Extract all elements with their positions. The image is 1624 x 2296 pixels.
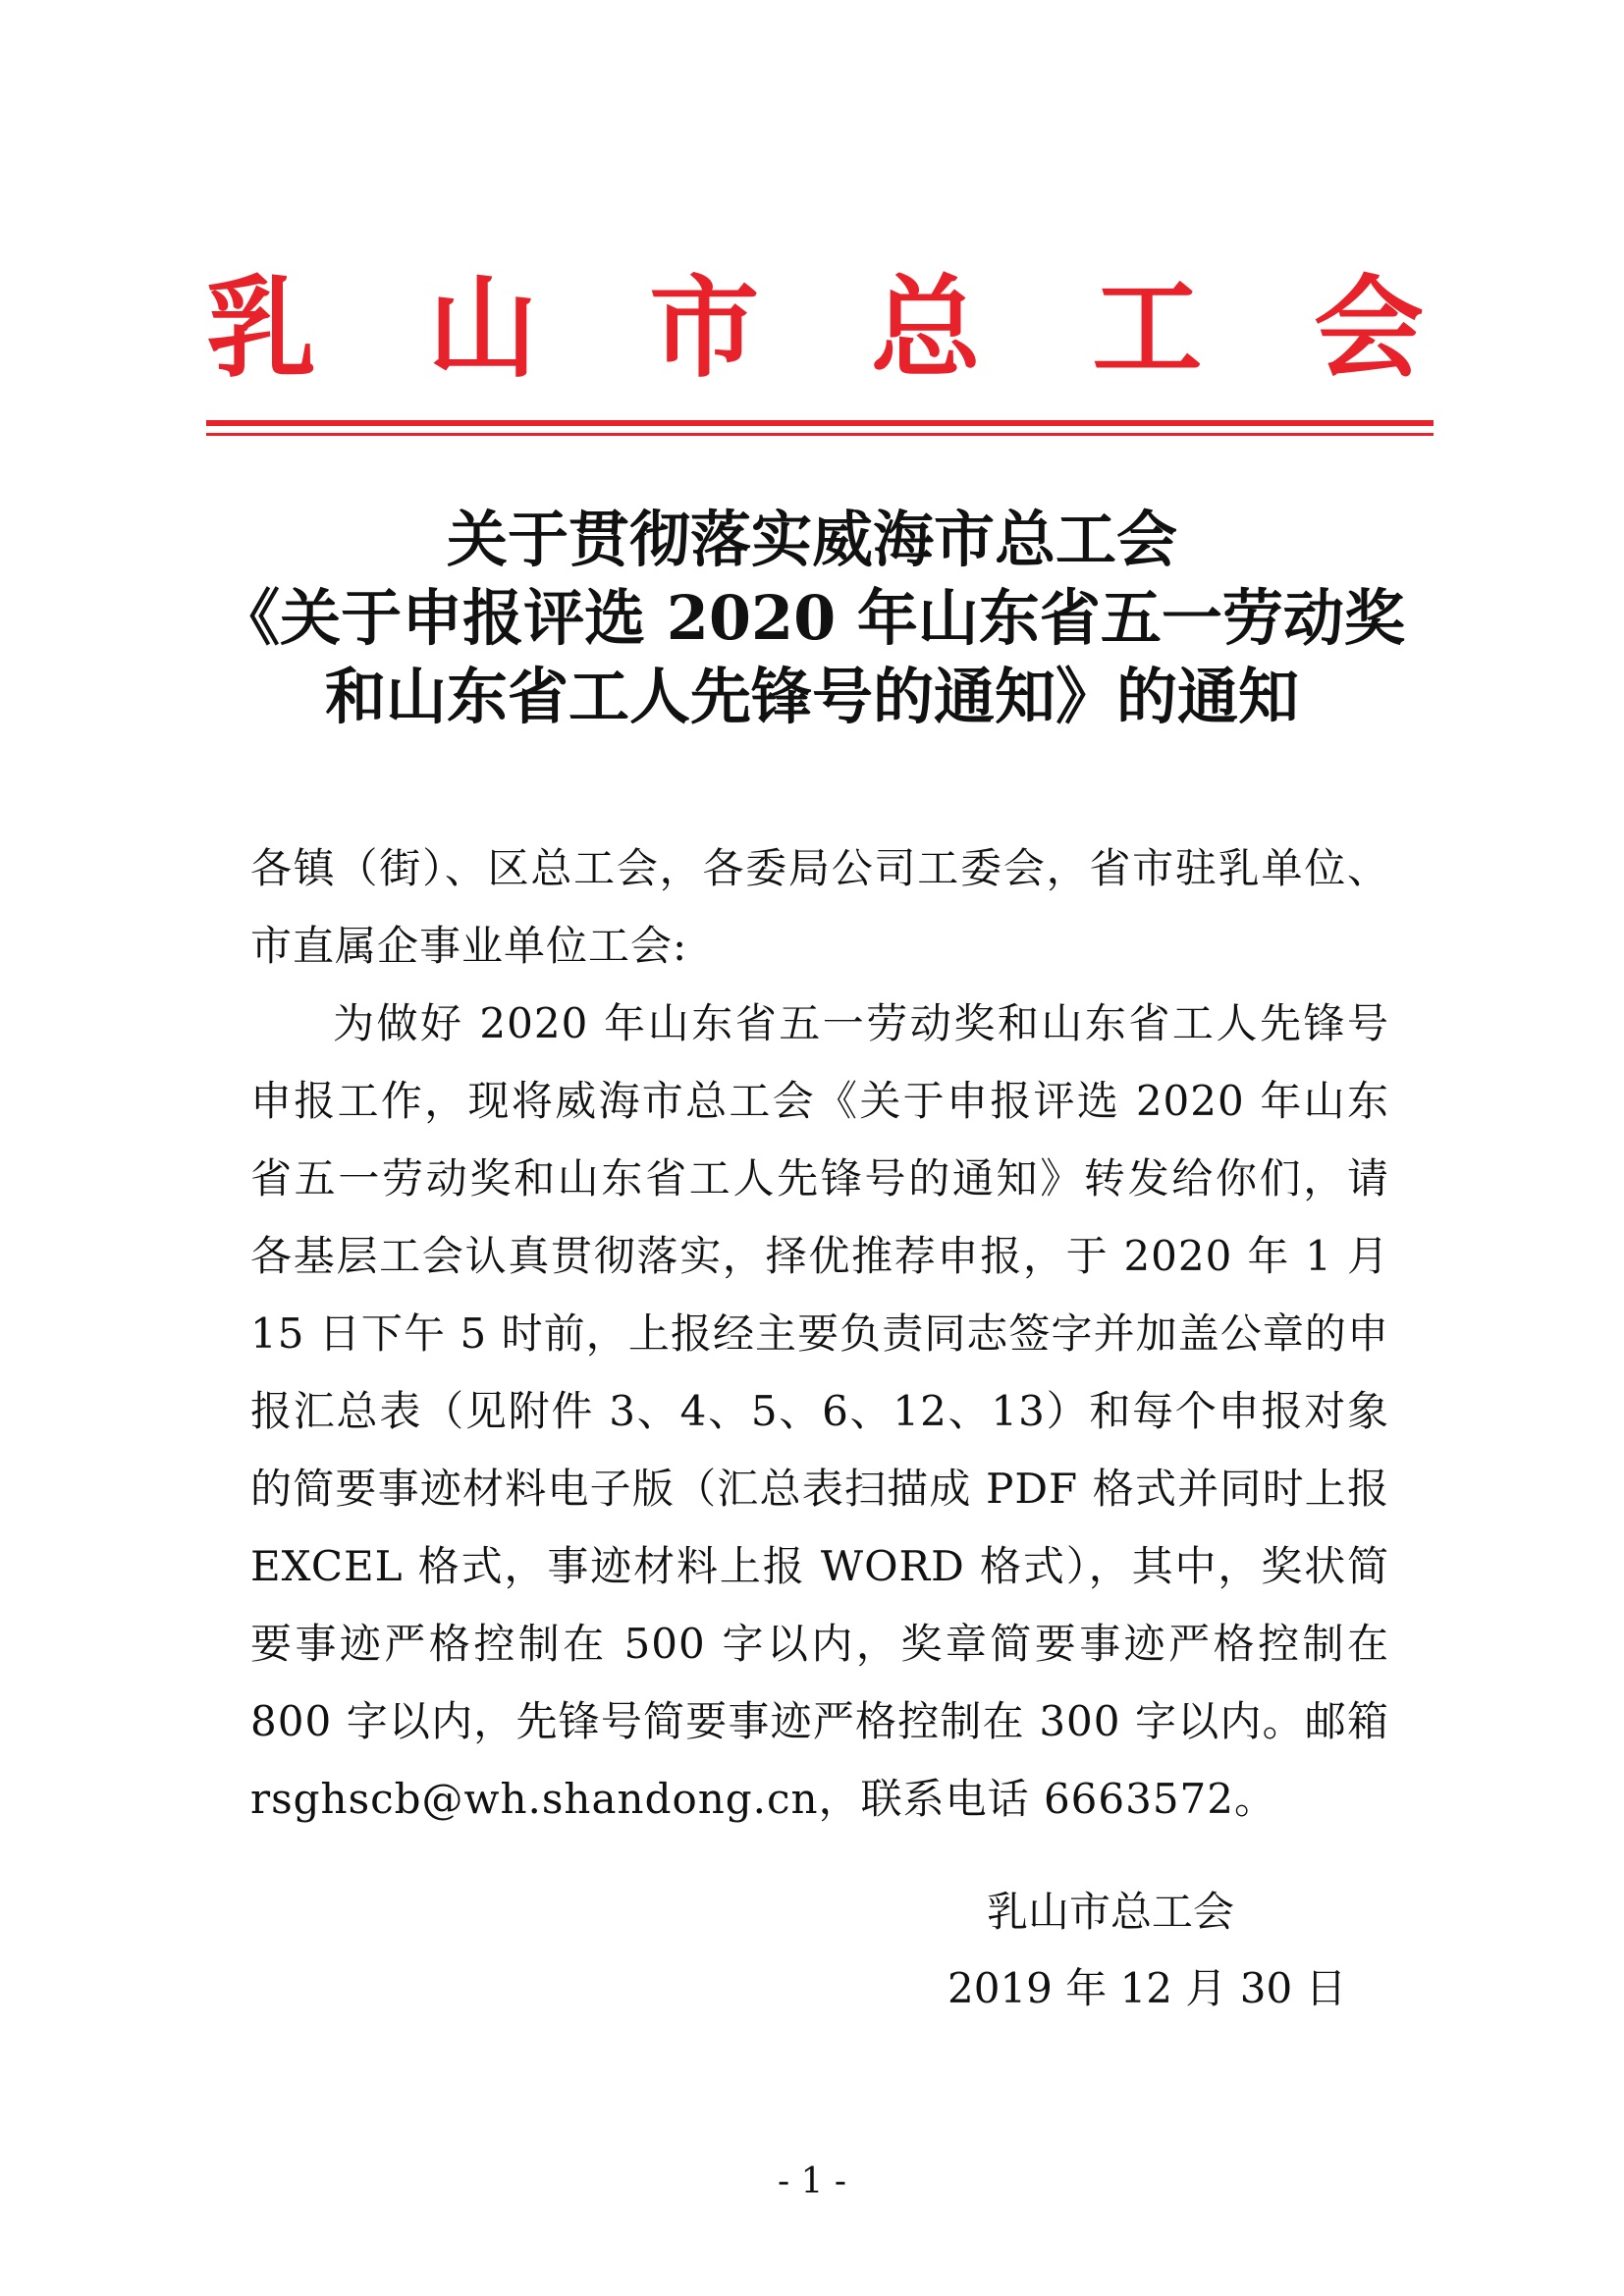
issuing-org-header <box>206 260 1424 398</box>
header-char: 市 <box>649 264 760 393</box>
header-char: 乳 <box>206 264 316 393</box>
header-char: 山 <box>427 264 538 393</box>
title-line: 和山东省工人先锋号的通知》的通知 <box>324 661 1299 732</box>
header-char: 总 <box>870 264 981 393</box>
document-title <box>196 501 1428 736</box>
document-body <box>250 829 1389 1838</box>
title-line: 关于贯彻落实威海市总工会 <box>446 504 1177 575</box>
page-number: - 1 - <box>777 2162 847 2202</box>
header-rule-thick <box>206 420 1434 426</box>
signature-org: 乳山市总工会 <box>987 1888 1235 1936</box>
header-char: 会 <box>1313 264 1424 393</box>
salutation: 各镇（街）、区总工会，各委局公司工委会，省市驻乳单位、市直属企事业单位工会: <box>250 844 1389 970</box>
body-paragraph: 为做好 2020 年山东省五一劳动奖和山东省工人先锋号申报工作，现将威海市总工会《关于申报评选 2020 年山东省五一劳动奖和山东省工人先锋号的通知》转发给你们，请各基层工会认真贯彻落实，择优推荐申报，于 2020 年 1 月 15 日下午 5 时前，上报经主要负责同志签字并加盖公章的申报汇总表（见附件 3、4、5、6、12、13）和每个申报对象的简要事迹材料电子版（汇总表扫描成 PDF 格式并同时上报 EXCEL 格式，事迹材料上报 WORD 格式），其中，奖状简要事迹严格控制在 500 字以内，奖章简要事迹严格控制在 800 字以内，先锋号简要事迹严格控制在 300 字以内。邮箱 rsghscb@wh.shandong.cn，联系电话 6663572。 <box>250 999 1389 1823</box>
header-rule-thin <box>206 433 1434 436</box>
header-char: 工 <box>1092 264 1203 393</box>
title-line: 《关于申报评选 2020 年山东省五一劳动奖 <box>219 582 1405 654</box>
signature-date: 2019 年 12 月 30 日 <box>947 1964 1347 2012</box>
